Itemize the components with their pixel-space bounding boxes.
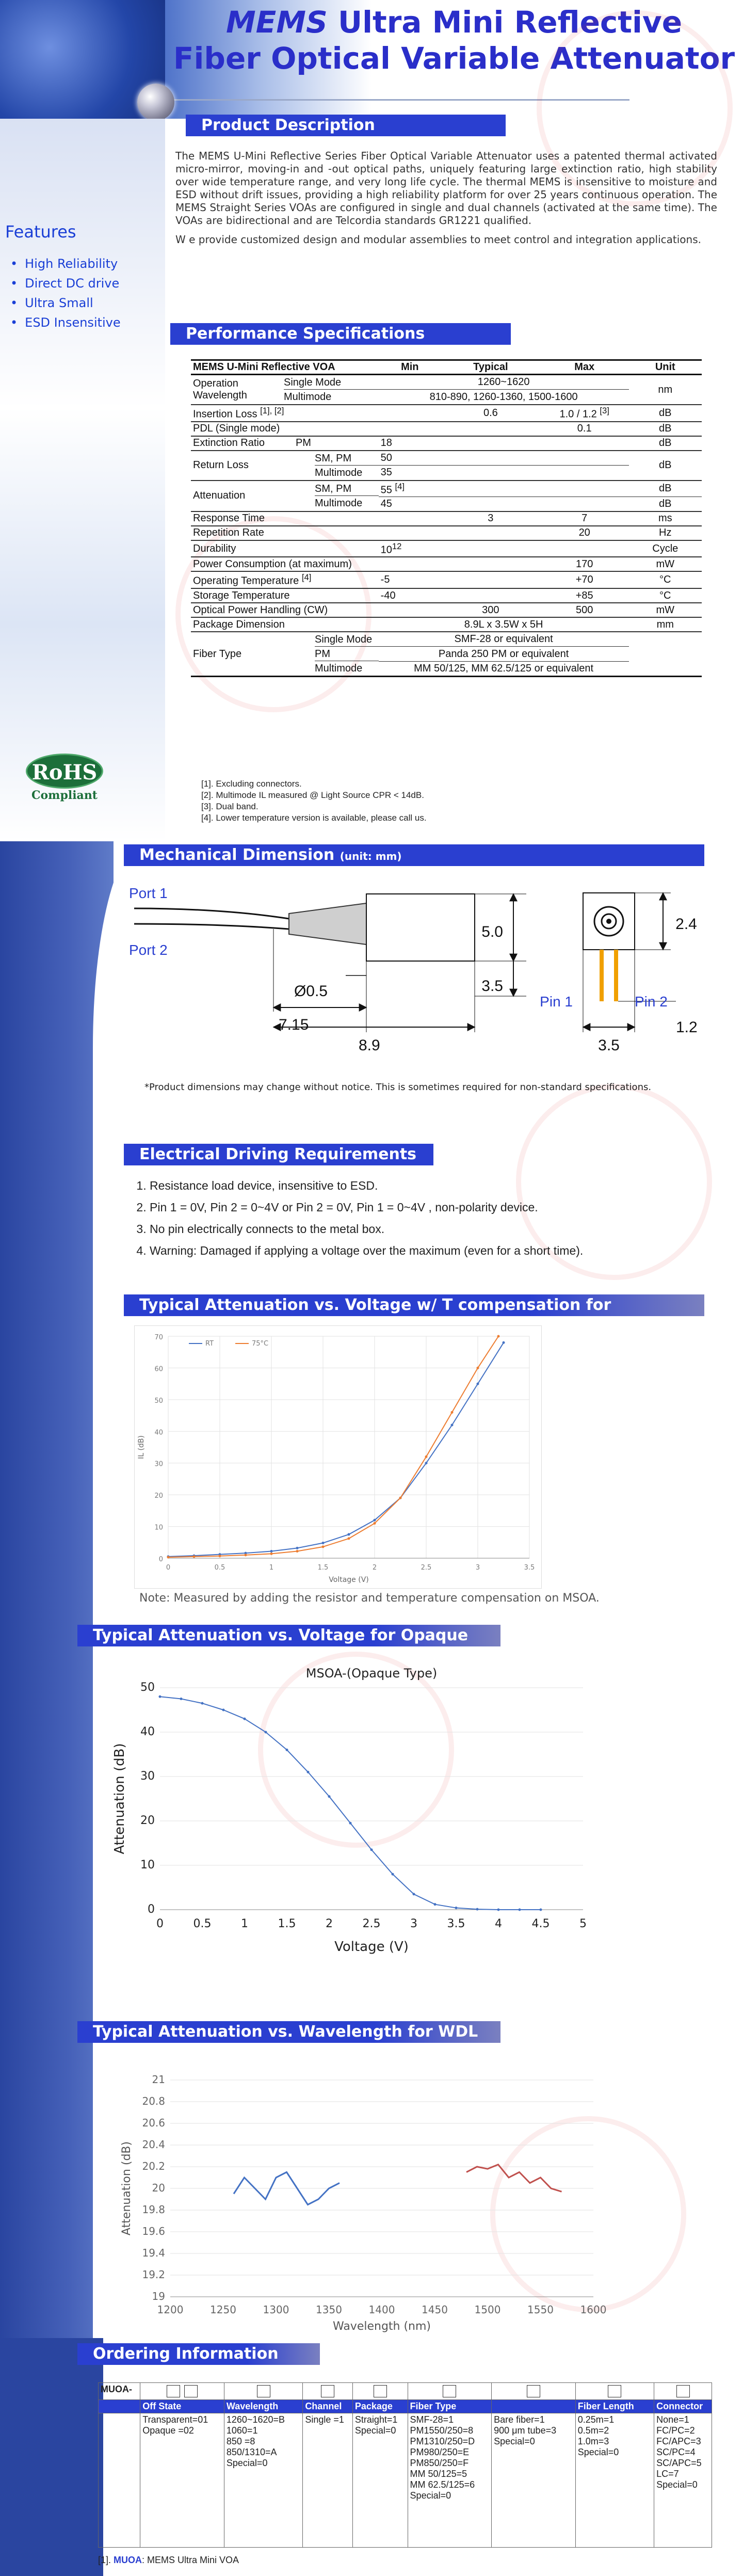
col-header: MEMS U-Mini Reflective VOA [191,360,379,375]
row-label: Optical Power Handling (CW) [191,603,379,617]
data-point [503,1341,505,1344]
chart1-note: Note: Measured by adding the resistor and temperature compensation on MSOA. [139,1592,600,1605]
ordering-heading: Ordering Information [77,2343,320,2365]
x-tick-label: 1400 [368,2303,395,2316]
port2-label: Port 2 [129,942,168,958]
rohs-logo [26,754,103,810]
dim-body-length: 7.15 [279,1016,309,1033]
cell-value: 35 [379,466,441,481]
row-label [191,436,379,451]
cell-value: 55 [4] [379,481,441,497]
col-header: Typical [441,360,540,375]
ordering-prefix: MUOA- [99,2383,140,2400]
table-row [191,405,702,422]
y-tick-label: 19.8 [142,2203,165,2216]
feature-item: • Ultra Small [10,293,121,313]
table-row [191,526,702,540]
chart-wdl [103,2059,614,2338]
table-row [191,603,702,617]
dim-fiber-diameter: Ø0.5 [294,983,328,1000]
col-header: Min [379,360,441,375]
table-row [191,422,702,436]
feature-item: • ESD Insensitive [10,313,121,332]
x-tick-label: 1600 [580,2303,607,2316]
series-line [168,1342,504,1557]
ordering-col-header: Channel [303,2400,353,2413]
y-tick-label: 20 [140,1814,155,1827]
row-label: Response Time [191,511,379,526]
ordering-col-header: Off State [140,2400,224,2413]
ordering-col-header: Package [352,2400,408,2413]
data-point [451,1411,454,1414]
y-tick-label: 40 [140,1725,155,1738]
feature-item: • Direct DC drive [10,274,121,293]
cell-unit: Cycle [629,540,702,557]
cell-value: 1260~1620 [379,375,629,390]
ordering-values: Bare fiber=1 900 μm tube=3 Special=0 [492,2413,576,2548]
x-axis-label: Wavelength (nm) [332,2320,431,2333]
col-header: Max [540,360,629,375]
cell-value: 50 [379,451,441,466]
legend-label: 75°C [252,1340,269,1348]
electrical-item: 1. Resistance load device, insensitive to ESD. [150,1175,702,1196]
ordering-slot[interactable] [224,2383,302,2400]
ordering-slot[interactable] [575,2383,654,2400]
table-row [191,511,702,526]
electrical-list [134,1175,702,1261]
data-point [425,1462,428,1464]
dim-end-height: 2.4 [675,916,697,933]
cell-value: +70 [540,571,629,588]
x-tick-label: 1300 [263,2303,289,2316]
performance-heading: Performance Specifications [170,323,511,345]
data-point [519,1909,521,1911]
x-tick-label: 1.5 [278,1917,296,1930]
y-tick-label: 50 [154,1397,163,1405]
y-tick-label: 20 [154,1492,163,1500]
ordering-values: 1260~1620=B 1060=1 850 =8 850/1310=A Special=0 [224,2413,302,2548]
y-tick-label: 19.6 [142,2225,165,2237]
y-axis-label: IL (dB) [137,1435,146,1459]
table-row [191,617,702,632]
y-tick-label: 19.4 [142,2247,165,2259]
footnote-ref: [4] [395,481,405,491]
row-label-text: Insertion Loss [193,408,261,420]
mechanical-heading-text: Mechanical Dimension [139,846,335,864]
y-axis-label: Attenuation (dB) [112,1743,127,1854]
note-item: [2]. Multimode IL measured @ Light Source CPR < 14dB. [201,790,424,800]
cell-value: 0.1 [540,422,629,436]
x-tick-label: 2 [326,1917,333,1930]
ordering-values: Single =1 [303,2413,353,2548]
x-tick-label: 0 [166,1564,171,1572]
cell-value: 7 [540,511,629,526]
cell-value: Panda 250 PM or equivalent [379,647,629,662]
cell-unit: dB [629,422,702,436]
data-point [348,1533,350,1535]
cell-value: SMF-28 or equivalent [379,632,629,647]
ordering-slot[interactable] [408,2383,492,2400]
chart-title: MSOA-(Opaque Type) [305,1666,438,1681]
data-point [349,1822,352,1825]
row-label [191,632,379,677]
row-label-text: Return Loss [193,459,249,471]
ordering-slot[interactable] [492,2383,576,2400]
cell-value: 810-890, 1260-1360, 1500-1600 [379,390,629,405]
cell-unit: °C [629,571,702,588]
data-point [497,1335,500,1338]
legend-label: RT [205,1340,214,1348]
sub-label: Single Mode [315,632,379,647]
ordering-slot[interactable] [140,2383,224,2400]
cell-value: -40 [379,588,441,603]
y-tick-label: 10 [154,1524,163,1532]
data-point [219,1555,221,1557]
ordering-col-header: Fiber Type [408,2400,492,2413]
y-tick-label: 70 [154,1334,163,1341]
data-point [348,1537,350,1540]
features-list [10,254,121,332]
table-row [191,571,702,588]
sub-label: Multimode [315,663,363,675]
y-tick-label: 0 [148,1903,155,1916]
pin1-label: Pin 1 [540,994,573,1010]
data-point [296,1550,299,1553]
rohs-badge: RoHS [26,754,103,789]
x-tick-label: 1550 [527,2303,554,2316]
series-line [466,2165,562,2192]
row-label [191,405,379,422]
cell-value: 20 [540,526,629,540]
y-tick-label: 21 [152,2073,165,2086]
table-row [191,632,702,647]
y-axis-label: Attenuation (dB) [120,2141,133,2236]
data-point [322,1545,325,1548]
title-line1: Ultra Mini Reflective [337,5,683,40]
y-tick-label: 20.6 [142,2117,165,2129]
electrical-heading: Electrical Driving Requirements [124,1144,433,1165]
data-point [370,1848,373,1851]
data-point [180,1698,183,1700]
note-item: [4]. Lower temperature version is available, please call us. [201,813,427,823]
cell-unit: mW [629,557,702,571]
y-tick-label: 20.8 [142,2095,165,2107]
chart-opaque-type [103,1652,604,1972]
mechanical-heading [124,844,704,866]
electrical-item: 3. No pin electrically connects to the metal box. [150,1218,702,1240]
chart3-heading: Typical Attenuation vs. Wavelength for WDL at 20dB [77,2021,500,2043]
footnote-ref: [4] [301,572,312,583]
cell-unit: ms [629,511,702,526]
dim-depth: 3.5 [481,978,503,995]
pin2-label: Pin 2 [635,994,668,1010]
x-tick-label: 2 [372,1564,377,1572]
x-tick-label: 4 [495,1917,502,1930]
row-label: PDL (Single mode) [191,422,379,436]
x-tick-label: 1350 [316,2303,342,2316]
row-label [191,451,379,481]
data-point [286,1749,288,1751]
data-point [399,1497,402,1499]
sub-label: PM [295,437,311,449]
cell-value: 170 [540,557,629,571]
ordering-header-row [99,2400,712,2413]
cell-unit: mm [629,617,702,632]
title-line2: Fiber Optical Variable Attenuator [173,41,735,76]
mechanical-note: *Product dimensions may change without notice. This is sometimes required for non-standard specifications. [144,1082,652,1093]
mechanical-heading-unit: (unit: mm) [340,850,402,862]
note-item: [3]. Dual band. [201,802,259,811]
series-line [168,1336,498,1557]
row-label-text: Fiber Type [193,648,242,660]
header-orb [137,84,174,121]
y-tick-label: 0 [158,1556,163,1563]
cell-unit: nm [629,375,702,405]
data-point [455,1907,458,1909]
data-point [296,1547,299,1549]
note-item: [1]. Excluding connectors. [201,779,302,789]
product-description-para2: W e provide customized design and modular assemblies to meet control and integration applications. [175,233,701,246]
y-tick-label: 20.4 [142,2138,165,2151]
dim-pin-spacing: 1.2 [676,1019,698,1036]
product-description-para1: The MEMS U-Mini Reflective Series Fiber Optical Variable Attenuator uses a patented thermal activated micro-mirror, moving-in and -out optical paths, uniquely featuring large extinction ratio, high stability over wide temperature range, and very long life cycle. The thermal MEMS is insensitive to moisture and ESD without drift issues, providing a high reliability platform for over 25 years continuous operation. The MEMS Straight Series VOAs are configured in single and dual channels (activated at the same time). The VOAs are bidirectional and are Telcordia standards GR1221 qualified. [175,150,717,227]
row-label-text: Operation Wavelength [193,378,247,401]
chart1-heading: Typical Attenuation vs. Voltage w/ T compensation for Transparent Type [124,1294,704,1316]
cell-value: 0.6 [441,405,540,422]
y-tick-label: 60 [154,1365,163,1373]
ordering-slot[interactable] [352,2383,408,2400]
table-row [191,557,702,571]
x-tick-label: 1 [269,1564,274,1572]
data-point [497,1909,500,1911]
data-point [159,1695,161,1698]
cell-unit: dB [629,436,702,451]
data-point [451,1424,454,1427]
data-point [244,1718,246,1720]
cell-value: 8.9L x 3.5W x 5H [379,617,629,632]
data-point [265,1731,267,1734]
table-row [191,451,702,466]
data-point [193,1555,196,1558]
x-tick-label: 0.5 [214,1564,225,1572]
cell-value: $10^{12}$ [379,540,441,557]
x-tick-label: 1200 [157,2303,184,2316]
x-tick-label: 2.5 [421,1564,432,1572]
y-tick-label: 30 [154,1460,163,1468]
cell-value: 500 [540,603,629,617]
sub-label: SM, PM [315,451,379,466]
x-tick-label: 2.5 [362,1917,381,1930]
cell-value: 300 [441,603,540,617]
footnote-ref: [1], [2] [260,406,284,415]
dim-height: 5.0 [481,923,503,940]
ordering-values-row [99,2413,712,2548]
data-point [270,1550,273,1553]
title-brand: MEMS [225,5,328,40]
port1-label: Port 1 [129,885,168,901]
y-tick-label: 20 [152,2182,165,2194]
cell-value: 1.0 / 1.2 [3] [540,405,629,422]
data-point [245,1554,247,1556]
sub-label: Multimode [284,391,332,403]
x-axis-label: Voltage (V) [329,1576,369,1584]
product-description-heading: Product Description [186,115,506,136]
x-tick-label: 3 [410,1917,417,1930]
cell-unit: dB [629,481,702,497]
row-label-text: Attenuation [193,490,246,502]
row-label: Storage Temperature [191,588,379,603]
x-tick-label: 3.5 [447,1917,465,1930]
footnote-text: : MEMS Ultra Mini VOA [142,2555,239,2565]
ordering-values: 0.25m=1 0.5m=2 1.0m=3 Special=0 [575,2413,654,2548]
ordering-col-header: Fiber Length [575,2400,654,2413]
ordering-selector-row [99,2383,712,2400]
chart2-heading: Typical Attenuation vs. Voltage for Opaque Type [77,1625,500,1646]
data-point [328,1795,331,1798]
mechanical-drawing [119,872,707,1074]
table-row [191,540,702,557]
product-description-text [175,150,717,246]
y-tick-label: 50 [140,1681,155,1694]
ordering-col-header: Wavelength [224,2400,302,2413]
data-point [413,1893,415,1895]
spec-header-row [191,360,702,375]
ordering-slot[interactable] [303,2383,353,2400]
sub-label: Multimode [315,467,363,478]
data-point [322,1542,325,1544]
electrical-item: 4. Warning: Damaged if applying a voltage over the maximum (even for a short time). [150,1240,702,1261]
row-label: Operating Temperature [4] [191,571,379,588]
ordering-table [98,2382,712,2548]
ordering-col-header [492,2400,576,2413]
footnote-ref: [3] [600,406,609,415]
x-tick-label: 5 [579,1917,587,1930]
electrical-item: 2. Pin 1 = 0V, Pin 2 = 0~4V or Pin 2 = 0V, Pin 1 = 0~4V , non-polarity device. [150,1196,702,1218]
x-tick-label: 1500 [474,2303,501,2316]
data-point [434,1903,437,1906]
ordering-values: SMF-28=1 PM1550/250=8 PM1310/250=D PM980/250=E PM850/250=F MM 50/125=5 MM 62.5/125=6 Special=0 [408,2413,492,2548]
data-point [307,1771,310,1773]
y-tick-label: 20.2 [142,2160,165,2172]
table-row [191,588,702,603]
exponent: 12 [392,541,402,551]
sub-label: SM, PM [315,482,379,496]
table-row [191,436,702,451]
cell-value: +85 [540,588,629,603]
row-label: Durability [191,540,379,557]
ordering-slot[interactable] [654,2383,712,2400]
row-label-text: Extinction Ratio [193,437,265,449]
x-tick-label: 1 [241,1917,248,1930]
sidebar-blue-band-bottom [0,2338,103,2576]
x-tick-label: 1.5 [317,1564,329,1572]
cell-value: 3 [441,511,540,526]
sub-label: PM [315,647,379,661]
x-tick-label: 1450 [422,2303,448,2316]
data-point [167,1556,170,1559]
y-tick-label: 19.2 [142,2268,165,2281]
spec-table [191,359,702,677]
row-label [191,375,379,405]
sub-label: Multimode [315,497,363,509]
chart-transparent-type [134,1325,542,1589]
table-row [191,375,702,390]
row-label: Repetition Rate [191,526,379,540]
ordering-footnote [98,2555,239,2566]
ordering-values: Transparent=01 Opaque =02 [140,2413,224,2548]
cell-value: 18 [379,436,441,451]
dim-end-width: 3.5 [598,1037,620,1054]
sub-label: Single Mode [284,375,379,390]
y-tick-label: 40 [154,1429,163,1437]
ordering-values: Straight=1 Special=0 [352,2413,408,2548]
data-point [201,1702,204,1705]
x-tick-label: 3 [475,1564,480,1572]
dim-total-length: 8.9 [359,1037,380,1054]
cell-value: 45 [379,497,441,511]
x-tick-label: 1250 [210,2303,236,2316]
spec-notes [201,778,614,824]
header-divider [165,99,629,101]
x-tick-label: 0 [156,1917,164,1930]
x-tick-label: 0.5 [193,1917,212,1930]
series-line [160,1697,541,1910]
data-point [374,1519,376,1522]
cell-unit: mW [629,603,702,617]
data-point [540,1909,542,1911]
data-point [374,1522,376,1525]
cell-value: MM 50/125, MM 62.5/125 or equivalent [379,662,629,677]
ordering-values: None=1 FC/PC=2 FC/APC=3 SC/PC=4 SC/APC=5 LC=7 Special=0 [654,2413,712,2548]
cell-unit: dB [629,451,702,481]
data-point [270,1553,273,1555]
data-point [477,1383,479,1385]
y-tick-label: 19 [152,2290,165,2302]
col-header: Unit [629,360,702,375]
cell-unit: dB [629,497,702,511]
x-tick-label: 4.5 [531,1917,550,1930]
y-tick-label: 30 [140,1770,155,1783]
row-label: Package Dimension [191,617,379,632]
x-tick-label: 3.5 [524,1564,535,1572]
cell-value: -5 [379,571,441,588]
ordering-col-header: Connector [654,2400,712,2413]
footnote-code: MUOA [114,2555,142,2565]
cell-unit: dB [629,405,702,422]
cell-unit: Hz [629,526,702,540]
data-point [392,1873,394,1876]
feature-item: • High Reliability [10,254,121,274]
row-label [191,481,379,511]
rohs-caption: Compliant [31,789,98,802]
data-point [476,1908,479,1911]
data-point [477,1367,479,1369]
data-point [222,1709,225,1711]
footnote-prefix: [1]. [98,2555,114,2565]
features-title: Features [5,222,76,242]
table-row [191,481,702,497]
row-label: Power Consumption (at maximum) [191,557,379,571]
data-point [425,1455,428,1458]
page-title [170,4,738,76]
y-tick-label: 10 [140,1859,155,1871]
x-axis-label: Voltage (V) [334,1939,409,1955]
cell-unit: °C [629,588,702,603]
